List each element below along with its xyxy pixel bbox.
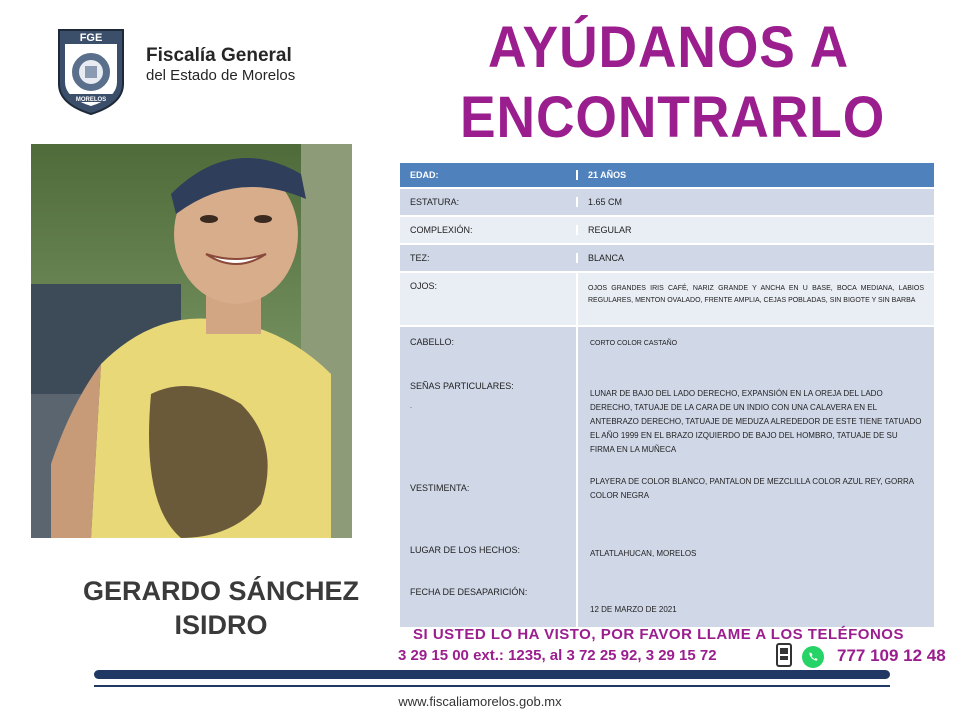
table-row-tez <box>400 245 934 273</box>
fecha-value: 12 DE MARZO DE 2021 <box>590 605 677 614</box>
phone-icon <box>776 643 792 667</box>
row-value: 1.65 CM <box>588 197 623 207</box>
cta-line1: SI USTED LO HA VISTO, POR FAVOR LLAME A LOS TELÉFONOS <box>413 626 904 643</box>
table-row-ojos <box>400 273 934 327</box>
cabello-label: CABELLO: <box>410 337 455 347</box>
table-row-complexion <box>400 217 934 245</box>
cabello-value: CORTO COLOR CASTAÑO <box>590 340 678 347</box>
table-row-estatura <box>400 189 934 217</box>
person-name-line1: GERARDO SÁNCHEZ <box>82 576 359 606</box>
info-table <box>400 163 934 627</box>
table-row-edad <box>400 163 934 189</box>
fecha-label: FECHA DE DESAPARICIÓN: <box>410 587 528 597</box>
divider-line <box>94 685 890 687</box>
headline-line2: ENCONTRARLO <box>460 85 886 150</box>
senas-dot: . <box>410 403 412 410</box>
table-row-details <box>400 327 934 627</box>
vestimenta-label: VESTIMENTA: <box>410 483 470 493</box>
org-subname: del Estado de Morelos <box>146 67 296 84</box>
row-value: 21 AÑOS <box>588 170 627 180</box>
website-link[interactable]: www.fiscaliamorelos.gob.mx <box>398 694 562 709</box>
row-value: BLANCA <box>588 253 625 263</box>
logo-text-top: FGE <box>79 32 103 44</box>
row-value: REGULAR <box>588 225 632 235</box>
cta-phones: 3 29 15 00 ext.: 1235, al 3 72 25 92, 3 29 15 72 <box>398 647 717 664</box>
whatsapp-number: 777 109 12 48 <box>837 646 946 665</box>
lugar-label: LUGAR DE LOS HECHOS: <box>410 545 521 555</box>
divider-bar <box>94 670 890 679</box>
row-label: EDAD: <box>400 170 578 180</box>
details-labels <box>400 327 578 627</box>
person-name-line2: ISIDRO <box>174 610 268 640</box>
details-values <box>580 327 934 627</box>
lugar-value: ATLATLAHUCAN, MORELOS <box>590 549 697 558</box>
senas-value: LUNAR DE BAJO DEL LADO DERECHO, EXPANSIÓN EN LA OREJA DEL LADO DERECHO, TATUAJE DE LA CARA DE UN INDIO CON UNA CALAVERA EN EL ANTEBRAZO DERECHO, TATUAJE DE MEDUZA ALREDEDOR DE ESTE TIENE TATUADO EL AÑO 1999 EN EL BRAZO IZQUIERDO DE BAJO DEL HOMBRO, TATUAJE DE SU FIRMA EN LA MUÑECA <box>590 389 922 454</box>
row-value: OJOS GRANDES IRIS CAFÉ, NARIZ GRANDE Y ANCHA EN U BASE, BOCA MEDIANA, LABIOS REGULARES, MENTON OVALADO, FRENTE AMPLIA, CEJAS POBLADAS, SIN BIGOTE Y SIN BARBA <box>588 285 924 304</box>
senas-label: SEÑAS PARTICULARES: <box>410 381 514 391</box>
person-name <box>30 574 412 642</box>
headline-line1: AYÚDANOS A <box>488 15 850 80</box>
whatsapp-icon <box>801 645 825 669</box>
org-name: Fiscalía General <box>146 45 292 66</box>
row-label: COMPLEXIÓN: <box>400 225 578 235</box>
row-label: ESTATURA: <box>400 197 578 207</box>
row-label: OJOS: <box>400 273 578 325</box>
row-label: TEZ: <box>400 253 578 263</box>
logo-text-bottom: MORELOS <box>75 97 107 103</box>
fge-logo <box>55 24 127 116</box>
vestimenta-value: PLAYERA DE COLOR BLANCO, PANTALON DE MEZCLILLA COLOR AZUL REY, GORRA COLOR NEGRA <box>590 477 914 500</box>
missing-person-photo <box>31 144 352 538</box>
